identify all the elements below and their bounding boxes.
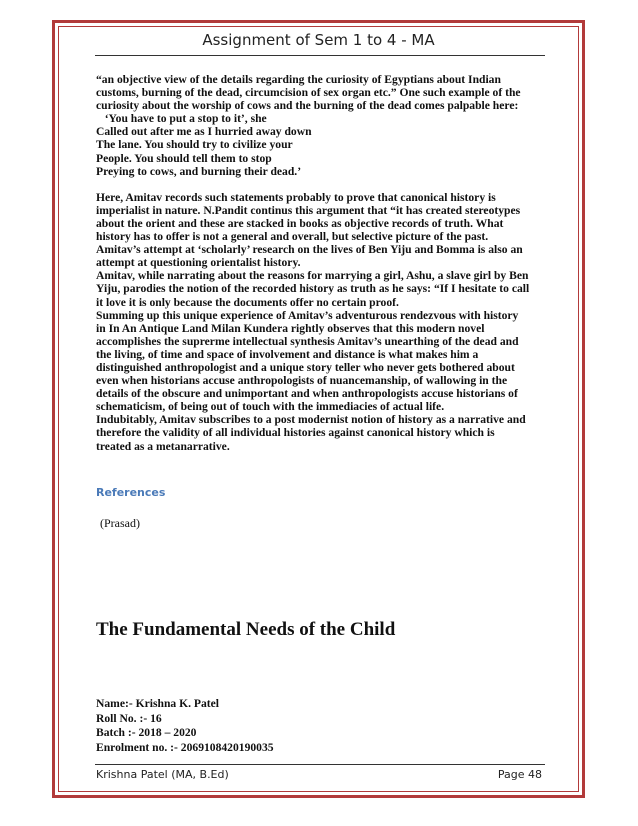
body-line: The lane. You should try to civilize your xyxy=(96,138,293,152)
student-enrolment: Enrolment no. :- 2069108420190035 xyxy=(96,740,274,754)
body-line: therefore the validity of all individual histories against canonical history which is xyxy=(96,426,495,440)
body-line: it love it is only because the documents offer no certain proof. xyxy=(96,295,399,309)
body-line: Amitav, while narrating about the reasons for marrying a girl, Ashu, a slave girl by Ben xyxy=(96,269,529,283)
body-line: details of the obscure and unimportant and when anthropologists accuse historians of xyxy=(96,387,518,401)
body-text xyxy=(96,73,548,453)
body-line: Amitav’s attempt at ‘scholarly’ research on the lives of Ben Yiju and Bomma is also an xyxy=(96,243,523,257)
body-line: Called out after me as I hurried away down xyxy=(96,125,312,139)
header-rule xyxy=(95,55,545,56)
body-line: Preying to cows, and burning their dead.’ xyxy=(96,164,302,178)
footer-author: Krishna Patel (MA, B.Ed) xyxy=(96,768,229,781)
student-name: Name:- Krishna K. Patel xyxy=(96,697,220,710)
paragraph-gap xyxy=(96,178,548,191)
student-info xyxy=(96,697,274,755)
body-line: accomplishes the suprerme intellectual synthesis Amitav’s unearthing of the dead and xyxy=(96,334,519,348)
body-line: customs, burning of the dead, circumcision of sex organ etc.” One such example of the xyxy=(96,86,521,100)
body-line: the living, of time and space of involvement and distance is what makes him a xyxy=(96,347,479,361)
body-line: “an objective view of the details regarding the curiosity of Egyptians about Indian xyxy=(96,73,501,86)
body-line: Indubitably, Amitav subscribes to a post modernist notion of history as a narrative and xyxy=(96,413,526,427)
body-line: Summing up this unique experience of Amitav’s adventurous rendezvous with history xyxy=(96,308,519,322)
body-line: ‘You have to put a stop to it’, she xyxy=(96,112,267,126)
reference-item: (Prasad) xyxy=(100,516,140,530)
body-line: history has to offer is not a general and overall, but selective picture of the past. xyxy=(96,230,489,244)
body-line: schematicism, of being out of touch with the immediacies of actual life. xyxy=(96,400,445,414)
body-line: attempt at questioning orientalist history. xyxy=(96,256,301,270)
body-line: Yiju, parodies the notion of the recorded history as truth as he says: “If I hesitate to call xyxy=(96,282,530,296)
body-line: even when historians accuse anthropologists of nuancemanship, of wallowing in the xyxy=(96,374,508,388)
body-line: curiosity about the worship of cows and the burning of the dead comes palpable here: xyxy=(96,99,519,113)
section-title: The Fundamental Needs of the Child xyxy=(96,619,396,640)
body-line: distinguished anthropologist and a unique story teller who never gets bothered about xyxy=(96,360,515,374)
footer-rule xyxy=(95,764,545,765)
student-batch: Batch :- 2018 – 2020 xyxy=(96,726,197,739)
page-header-title: Assignment of Sem 1 to 4 - MA xyxy=(202,31,435,49)
body-line: imperialist in nature. N.Pandit continus this argument that “it has created stereotypes xyxy=(96,203,521,217)
footer-page-number: Page 48 xyxy=(497,768,542,781)
body-line: Here, Amitav records such statements probably to prove that canonical history is xyxy=(96,190,496,204)
body-line: People. You should tell them to stop xyxy=(96,151,272,165)
body-line: about the orient and these are stacked in books as objective records of truth. What xyxy=(96,216,504,230)
body-line: treated as a metanarrative. xyxy=(96,439,230,453)
references-heading: References xyxy=(96,486,166,499)
body-line: in In An Antique Land Milan Kundera rightly observes that this modern novel xyxy=(96,321,485,335)
student-roll: Roll No. :- 16 xyxy=(96,711,162,725)
